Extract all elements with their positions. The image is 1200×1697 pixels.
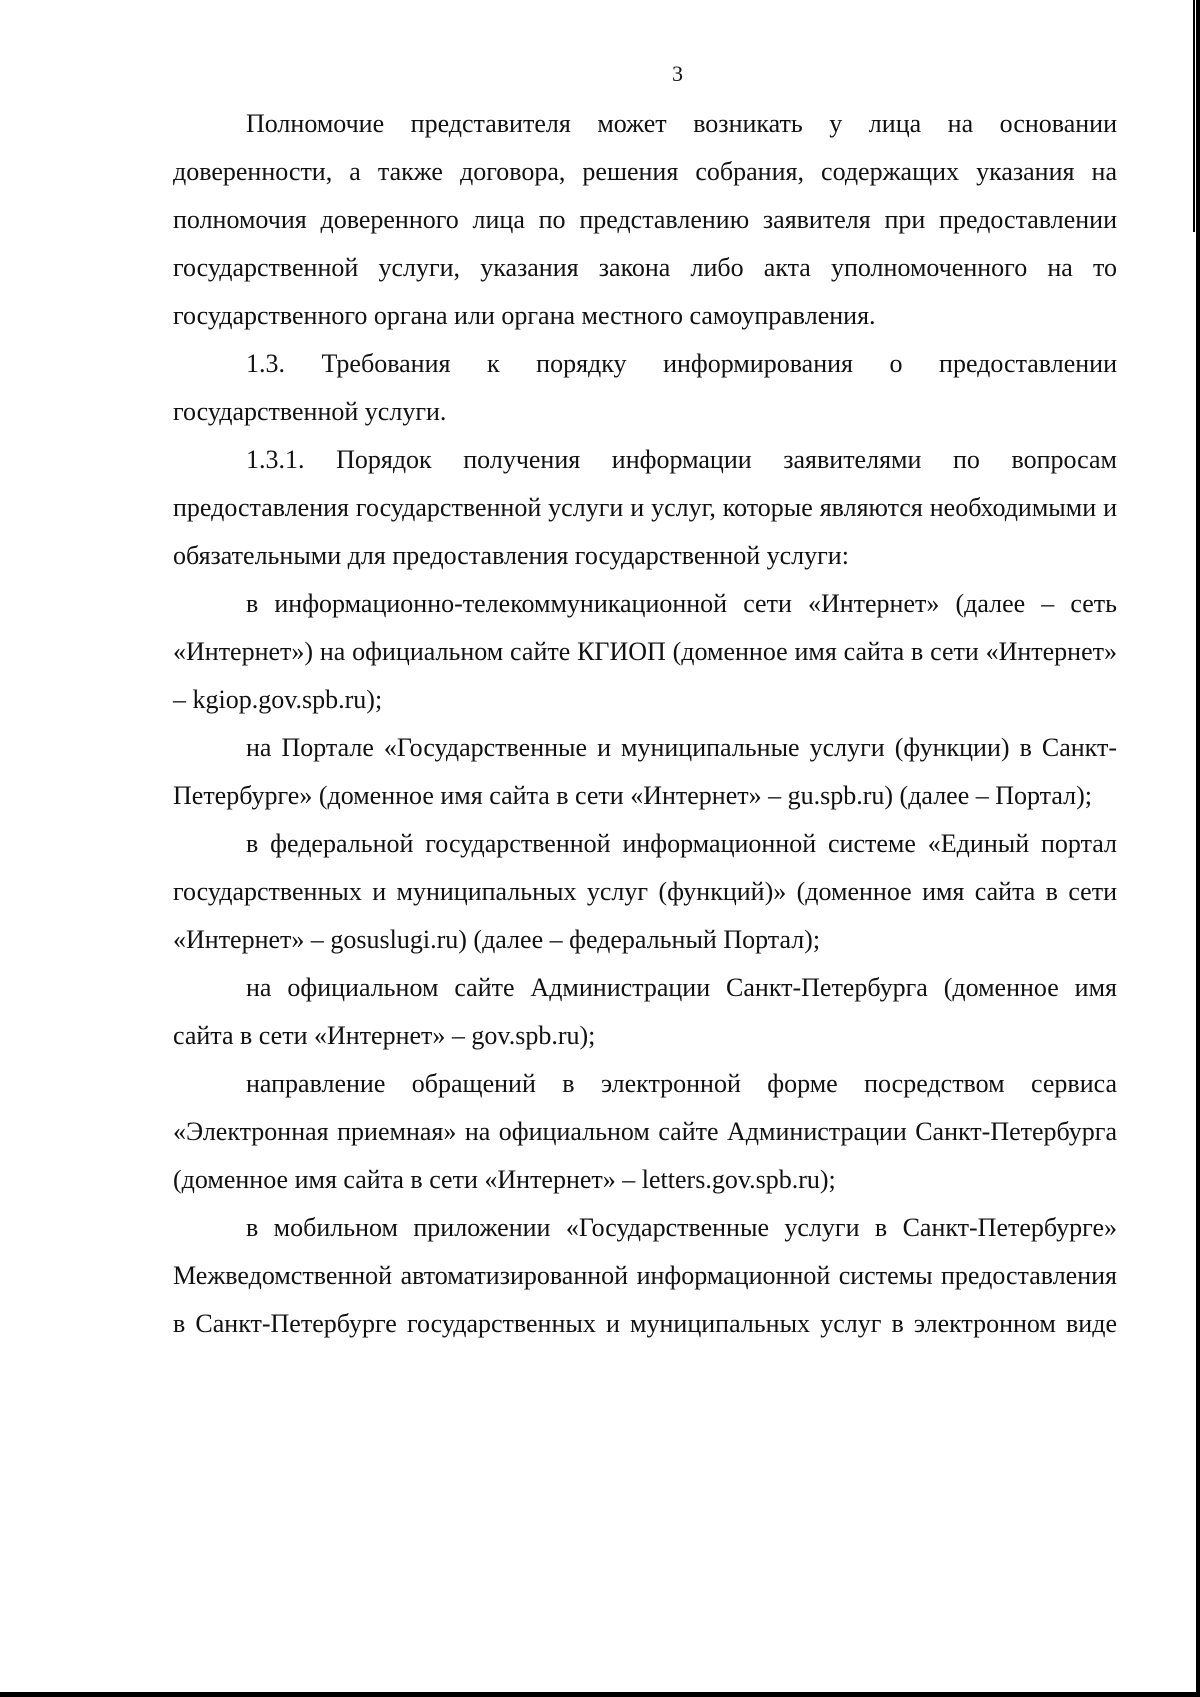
page-number: 3: [672, 61, 683, 86]
scan-edge-bottom: [0, 1692, 1200, 1697]
paragraph-section-1-3-1: 1.3.1. Порядок получения информации заявителями по вопросам предоставления государственной услуги и услуг, которые являются необходимыми и обязательными для предоставления государственной услуги:: [173, 445, 1117, 570]
paragraph-representative-authority: Полномочие представителя может возникать у лица на основании доверенности, а также договора, решения собрания, содержащих указания на полномочия доверенного лица по представлению заявителя при предоставлении государственной услуги, указания закона либо акта уполномоченного на то государственного органа или органа местного самоуправления.: [173, 109, 1117, 330]
scan-edge-mark: [1193, 0, 1195, 232]
paragraph-electronic-reception: направление обращений в электронной форме посредством сервиса «Электронная приемная» на официальном сайте Администрации Санкт-Петербурга (доменное имя сайта в сети «Интернет» – letters.gov.spb.ru);: [173, 1069, 1117, 1194]
paragraph-section-1-3: 1.3. Требования к порядку информирования о предоставлении государственной услуги.: [173, 349, 1117, 426]
paragraph-kgiop-site: в информационно-телекоммуникационной сети «Интернет» (далее – сеть «Интернет») на официальном сайте КГИОП (доменное имя сайта в сети «Интернет» – kgiop.gov.spb.ru);: [173, 589, 1117, 714]
paragraph-federal-portal: в федеральной государственной информационной системе «Единый портал государственных и муниципальных услуг (функций)» (доменное имя сайта в сети «Интернет» – gosuslugi.ru) (далее – федеральный Портал);: [173, 829, 1117, 954]
paragraph-administration-site: на официальном сайте Администрации Санкт-Петербурга (доменное имя сайта в сети «Интернет» – gov.spb.ru);: [173, 973, 1117, 1050]
document-body: [173, 100, 1117, 1348]
paragraph-mobile-app: в мобильном приложении «Государственные услуги в Санкт-Петербурге» Межведомственной автоматизированной информационной системы предоставления в Санкт-Петербурге государственных и муниципальных услуг в электронном виде: [173, 1213, 1117, 1338]
paragraph-portal: на Портале «Государственные и муниципальные услуги (функции) в Санкт-Петербурге» (доменное имя сайта в сети «Интернет» – gu.spb.ru) (далее – Портал);: [173, 733, 1117, 810]
scan-edge-right: [1196, 0, 1200, 1697]
